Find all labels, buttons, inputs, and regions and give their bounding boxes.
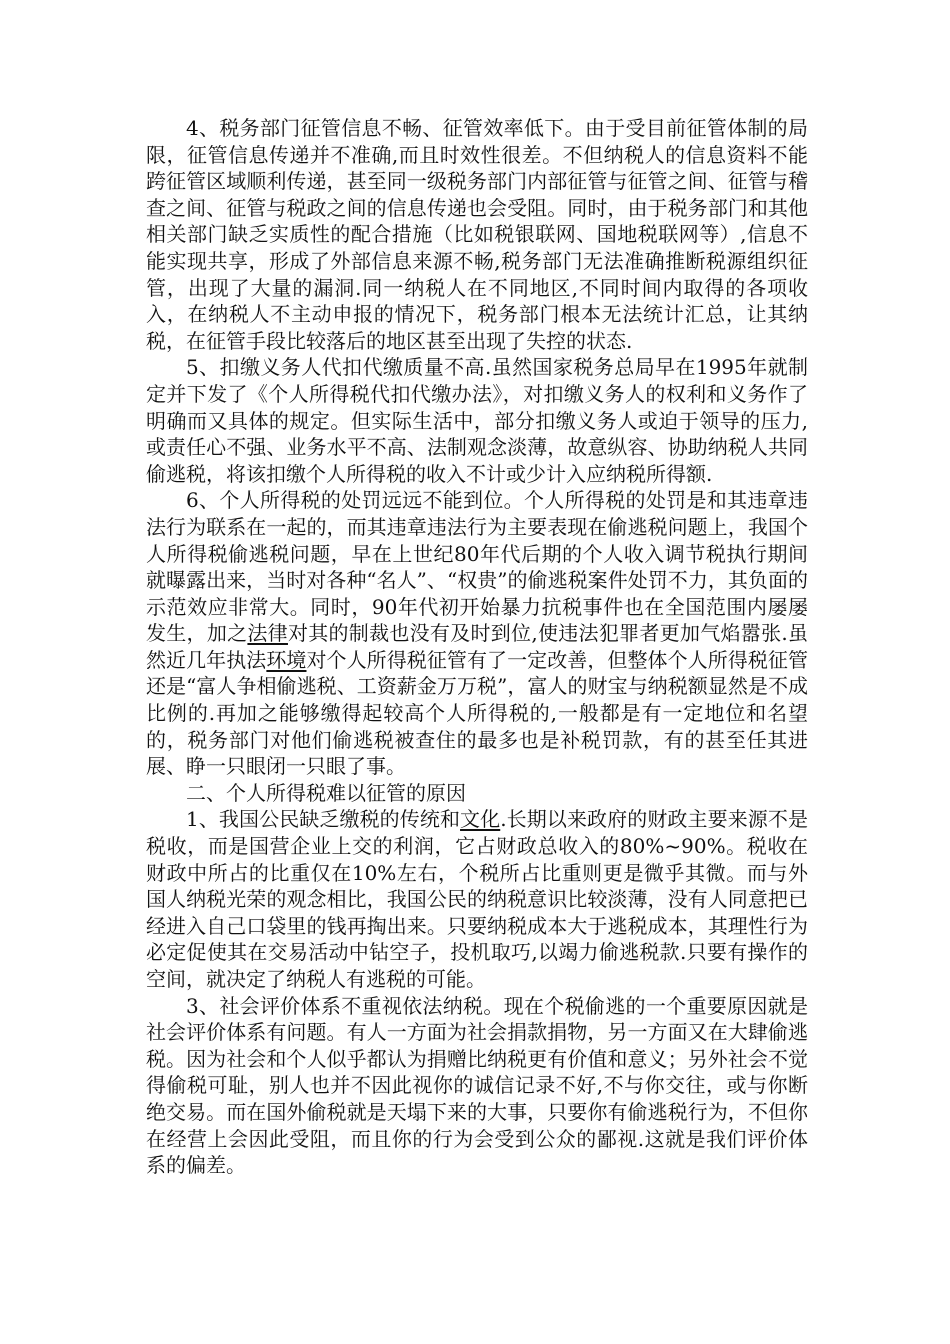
- paragraph-item-6: [146, 487, 808, 780]
- paragraph-item-5: 5、扣缴义务人代扣代缴质量不高.虽然国家税务总局早在1995年就制定并下发了《个人所得税代扣代缴办法》，对扣缴义务人的权利和义务作了明确而又具体的规定。但实际生活中，部分扣缴义务人或迫于领导的压力,或责任心不强、业务水平不高、法制观念淡薄，故意纵容、协助纳税人共同偷逃税，将该扣缴个人所得税的收入不计或少计入应纳税所得额.: [146, 355, 808, 486]
- paragraph-text: .长期以来政府的财政主要来源不是税收，而是国营企业上交的利润，它占财政总收入的80%~90%。税收在财政中所占的比重仅在10%左右，个税所占比重则更是微乎其微。而与外国人纳税光荣的观念相比，我国公民的纳税意识比较淡薄，没有人同意把已经进入自己口袋里的钱再掏出来。只要纳税成本大于逃税成本，其理性行为必定促使其在交易活动中钻空子，投机取巧,以竭力偷逃税款.只要有操作的空间，就决定了纳税人有逃税的可能。: [146, 807, 808, 991]
- link-culture[interactable]: 文化: [460, 807, 501, 832]
- paragraph-text: 对其的制裁也没有及时到位,使违法犯罪者更加气焰嚣张.虽然近几年执法: [146, 621, 808, 672]
- paragraph-text: 1、我国公民缺乏缴税的传统和: [186, 807, 461, 832]
- paragraph-text: 对个人所得税征管有了一定改善，但整体个人所得税征管还是“富人争相偷逃税、工资薪金万万税”，富人的财宝与纳税额显然是不成比例的.再加之能够缴得起较高个人所得税的,一般都是有一定地位和名望的，税务部门对他们偷逃税被查住的最多也是补税罚款，有的甚至任其进展、睁一只眼闭一只眼了事。: [146, 647, 808, 779]
- paragraph-reason-3: 3、社会评价体系不重视依法纳税。现在个税偷逃的一个重要原因就是社会评价体系有问题。有人一方面为社会捐款捐物，另一方面又在大肆偷逃税。因为社会和个人似乎都认为捐赠比纳税更有价值和意义；另外社会不觉得偷税可耻，别人也并不因此视你的诚信记录不好,不与你交往，或与你断绝交易。而在国外偷税就是天塌下来的大事，只要你有偷逃税行为，不但你在经营上会因此受阻，而且你的行为会受到公众的鄙视.这就是我们评价体系的偏差。: [146, 993, 808, 1178]
- document-page: [146, 115, 808, 1179]
- paragraph-item-4: 4、税务部门征管信息不畅、征管效率低下。由于受目前征管体制的局限，征管信息传递并不准确,而且时效性很差。不但纳税人的信息资料不能跨征管区域顺利传递，甚至同一级税务部门内部征管与征管之间、征管与稽查之间、征管与税政之间的信息传递也会受阻。同时，由于税务部门和其他相关部门缺乏实质性的配合措施（比如税银联网、国地税联网等）,信息不能实现共享，形成了外部信息来源不畅,税务部门无法准确推断税源组织征管，出现了大量的漏洞.同一纳税人在不同地区,不同时间内取得的各项收入，在纳税人不主动申报的情况下，税务部门根本无法统计汇总，让其纳税，在征管手段比较落后的地区甚至出现了失控的状态.: [146, 116, 808, 353]
- paragraph-reason-1: [146, 806, 808, 992]
- link-law[interactable]: 法律: [247, 621, 288, 646]
- section-heading: 二、个人所得税难以征管的原因: [186, 780, 466, 805]
- link-environment[interactable]: 环境: [266, 647, 307, 672]
- paragraph-text: 6、个人所得税的处罚远远不能到位。个人所得税的处罚是和其违章违法行为联系在一起的，而其违章违法行为主要表现在偷逃税问题上，我国个人所得税偷逃税问题，早在上世纪80年代后期的个人收入调节税执行期间就曝露出来，当时对各种“名人”、“权贵”的偷逃税案件处罚不力，其负面的示范效应非常大。同时，90年代初开始暴力抗税事件也在全国范围内屡屡发生，加之: [146, 488, 808, 646]
